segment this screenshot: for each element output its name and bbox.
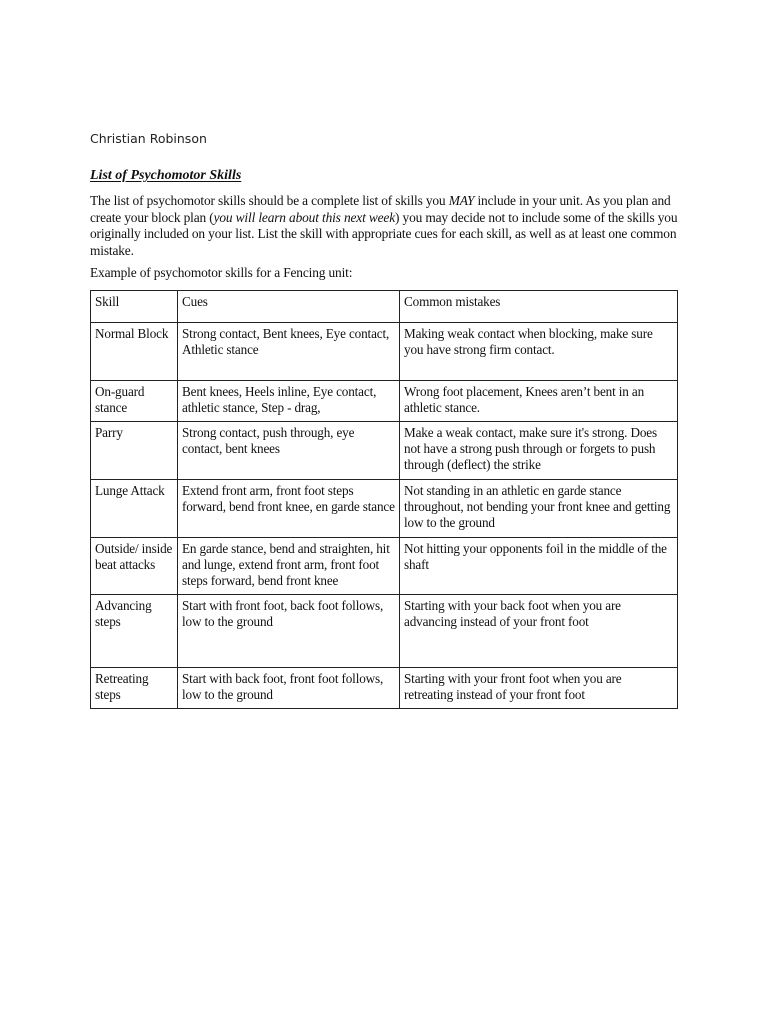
mistakes-cell: Making weak contact when blocking, make sure you have strong firm contact. xyxy=(400,323,678,381)
mistakes-cell: Not hitting your opponents foil in the middle of the shaft xyxy=(400,538,678,595)
cues-cell: Strong contact, push through, eye contact, bent knees xyxy=(178,422,400,480)
skill-cell: Advancing steps xyxy=(91,595,178,668)
header-common-mistakes: Common mistakes xyxy=(400,291,678,323)
mistakes-cell: Not standing in an athletic en garde stance throughout, not bending your front knee and getting low to the ground xyxy=(400,480,678,538)
cues-cell: Extend front arm, front foot steps forward, bend front knee, en garde stance xyxy=(178,480,400,538)
intro-paragraph xyxy=(90,193,682,259)
table-row xyxy=(91,595,678,668)
table-row xyxy=(91,538,678,595)
table-row xyxy=(91,381,678,422)
table-row xyxy=(91,668,678,709)
document-title: List of Psychomotor Skills xyxy=(90,168,242,183)
mistakes-cell: Starting with your front foot when you are retreating instead of your front foot xyxy=(400,668,678,709)
mistakes-cell: Make a weak contact, make sure it's strong. Does not have a strong push through or forgets to push through (deflect) the strike xyxy=(400,422,678,480)
mistakes-cell: Starting with your back foot when you are advancing instead of your front foot xyxy=(400,595,678,668)
header-cues: Cues xyxy=(178,291,400,323)
skill-cell: Parry xyxy=(91,422,178,480)
intro-note-emphasis: you will learn about this next week xyxy=(213,209,396,225)
header-skill: Skill xyxy=(91,291,178,323)
skills-table xyxy=(90,290,678,709)
skill-cell: Lunge Attack xyxy=(91,480,178,538)
intro-may-emphasis: MAY xyxy=(448,193,475,208)
intro-text-2: include in your unit. As you plan and create your block plan ( xyxy=(90,193,671,225)
skill-cell: On-guard stance xyxy=(91,381,178,422)
table-row xyxy=(91,323,678,381)
mistakes-cell: Wrong foot placement, Knees aren’t bent in an athletic stance. xyxy=(400,381,678,422)
table-row xyxy=(91,422,678,480)
table-header-row xyxy=(91,291,678,323)
intro-text-1: The list of psychomotor skills should be a complete list of skills you xyxy=(90,193,449,208)
skill-cell: Retreating steps xyxy=(91,668,178,709)
skill-cell: Normal Block xyxy=(91,323,178,381)
cues-cell: Strong contact, Bent knees, Eye contact, Athletic stance xyxy=(178,323,400,381)
author-name: Christian Robinson xyxy=(90,131,207,146)
cues-cell: En garde stance, bend and straighten, hit and lunge, extend front arm, front foot steps forward, bend front knee xyxy=(178,538,400,595)
cues-cell: Start with front foot, back foot follows, low to the ground xyxy=(178,595,400,668)
skill-cell: Outside/ inside beat attacks xyxy=(91,538,178,595)
intro-text-3: ) you may decide not to include some of the skills you originally included on your list. List the skill with appropriate cues for each skill, as well as at least one common mistake. xyxy=(90,209,678,258)
cues-cell: Start with back foot, front foot follows, low to the ground xyxy=(178,668,400,709)
example-label: Example of psychomotor skills for a Fencing unit: xyxy=(90,265,353,280)
table-row xyxy=(91,480,678,538)
cues-cell: Bent knees, Heels inline, Eye contact, athletic stance, Step - drag, xyxy=(178,381,400,422)
